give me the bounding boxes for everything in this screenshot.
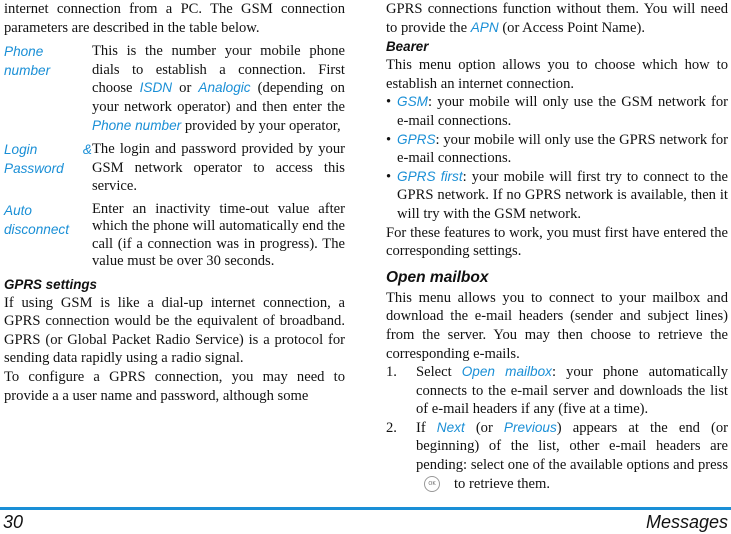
list-item: • GSM: your mobile will only use the GSM network for e-mail connections. bbox=[386, 94, 728, 129]
keyword-next: Next bbox=[436, 419, 465, 435]
ok-key-icon: OK bbox=[424, 476, 440, 492]
bearer-paragraph: This menu option allows you to choose which how to establish an internet connection. bbox=[386, 57, 728, 92]
bullet-marker: • bbox=[386, 94, 392, 111]
list-item: 2. If Next (or Previous) appears at the end (or beginning) of the list, other e-mail headers are pending: select one of the available options and pressOK to retrieve them. bbox=[386, 419, 728, 492]
keyword-gprs: GPRS bbox=[397, 131, 436, 147]
keyword-analogic: Analogic bbox=[198, 80, 251, 96]
keyword-previous: Previous bbox=[503, 419, 557, 435]
mailbox-paragraph: This menu allows you to connect to your mailbox and download the e-mail headers (sender and subject lines) from the server. You may then choose to retrieve the corresponding e-mails. bbox=[386, 289, 728, 362]
step-number: 2. bbox=[386, 419, 397, 436]
list-item: 1. Select Open mailbox: your phone automatically connects to the e-mail server and downloads the list of e-mail headers if any (five at a time). bbox=[386, 364, 729, 418]
gprs-paragraph-1: If using GSM is like a dial-up internet connection, a GPRS connection would be the equivalent of broadband. GPRS (or Global Packet Radio Service) is a protocol for sending data rapidly using a radio signal. bbox=[4, 294, 345, 367]
list-item: • GPRS: your mobile will only use the GPRS network for e-mail connections. bbox=[386, 131, 728, 167]
keyword-open-mailbox: Open mailbox bbox=[461, 364, 552, 380]
gprs-paragraph-2: To configure a GPRS connection, you may need to provide a a user name and password, although some bbox=[4, 368, 345, 404]
desc-login-password: The login and password provided by your GSM network operator to access this service. bbox=[92, 141, 345, 195]
intro-paragraph: internet connection from a PC. The GSM connection parameters are described in the table below. bbox=[4, 1, 345, 36]
left-column bbox=[4, 0, 345, 405]
keyword-isdn: ISDN bbox=[139, 80, 173, 96]
table-row bbox=[4, 42, 345, 135]
step-number: 1. bbox=[386, 364, 397, 381]
page-number: 30 bbox=[3, 512, 24, 532]
section-title: Messages bbox=[645, 512, 728, 532]
parameter-table bbox=[4, 42, 345, 270]
apn-paragraph: GPRS connections function without them. You will need to provide the APN (or Access Point Name). bbox=[386, 1, 728, 36]
desc-phone-number: This is the number your mobile phone dials to establish a connection. First choose ISDN or Analogic (depending on your network operator) and then enter the Phone number provided by your operator, bbox=[92, 43, 345, 134]
term-phone-number: Phone number bbox=[4, 44, 51, 79]
open-mailbox-heading: Open mailbox bbox=[386, 268, 489, 286]
gprs-settings-heading: GPRS settings bbox=[4, 276, 98, 292]
table-row bbox=[4, 201, 345, 271]
keyword-gsm: GSM bbox=[397, 94, 428, 110]
table-row bbox=[4, 140, 345, 196]
keyword-apn: APN bbox=[470, 19, 499, 35]
footer-rule bbox=[0, 507, 731, 510]
right-column bbox=[386, 0, 728, 493]
desc-auto-disconnect: Enter an inactivity time-out value after which the phone will automatically end the call (if a connection was in progress). The value must be over 30 seconds. bbox=[92, 200, 345, 270]
keyword-phone-number: Phone number bbox=[92, 117, 182, 133]
features-paragraph: For these features to work, you must first have entered the corresponding settings. bbox=[386, 224, 728, 260]
keyword-gprs-first: GPRS first bbox=[397, 168, 463, 184]
term-login-password: Login & Password bbox=[4, 142, 92, 177]
term-auto-disconnect: Auto disconnect bbox=[4, 202, 69, 237]
list-item: • GPRS first: your mobile will first try to connect to the GPRS network. If no GPRS network is available, then it will try with the GSM network. bbox=[386, 168, 728, 222]
bearer-heading: Bearer bbox=[386, 39, 429, 55]
bullet-marker: • bbox=[386, 131, 392, 148]
bullet-marker: • bbox=[386, 168, 392, 185]
